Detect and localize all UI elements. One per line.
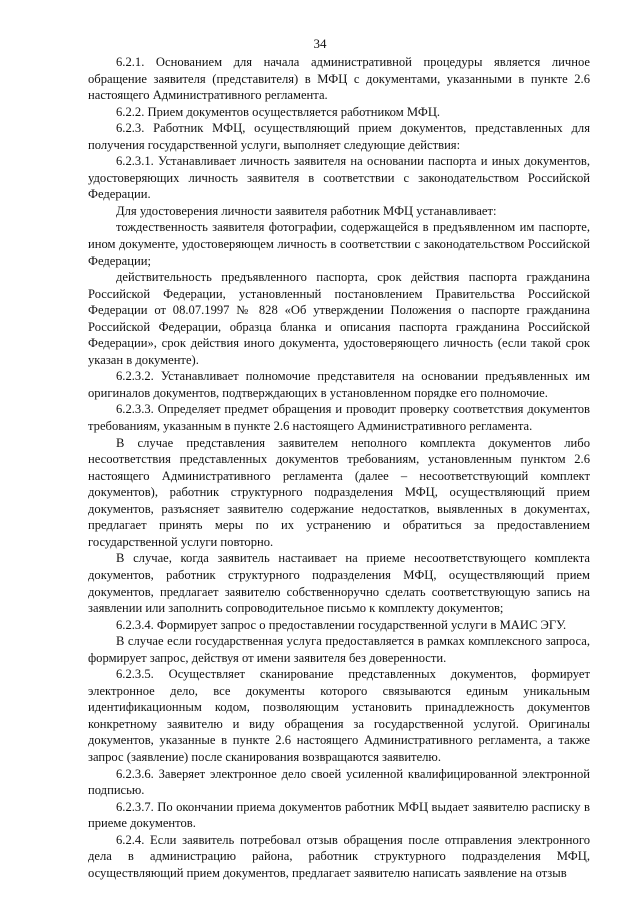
paragraph-6-2-3-2: 6.2.3.2. Устанавливает полномочие представителя на основании предъявленных им оригиналов документов, подтверждающих в установленном порядке его полномочие. [88, 369, 590, 400]
paragraph-applicant-insists: В случае, когда заявитель настаивает на приеме несоответствующего комплекта документов, работник структурного подразделения МФЦ, осуществляющий прием документов, предлагает заявителю собственноручно сделать соответствующую запись на заявлении или заполнить сопроводительное письмо к комплекту документов; [88, 551, 590, 616]
paragraph-passport-validity: действительность предъявленного паспорта, срок действия паспорта гражданина Российской Федерации, установленный постановлением Правительства Российской Федерации от 08.07.1997 № 828 «Об утверждении Положения о паспорте гражданина Российской Федерации, образца бланка и описания паспорта гражданина Российской Федерации», срок действия иного документа, удостоверяющего личность (если такой срок указан в документе). [88, 270, 590, 367]
document-body [88, 54, 590, 881]
paragraph-complex-request: В случае если государственная услуга предоставляется в рамках комплексного запроса, формирует запрос, действуя от имени заявителя без доверенности. [88, 634, 590, 665]
paragraph-6-2-2: 6.2.2. Прием документов осуществляется работником МФЦ. [116, 104, 441, 119]
page-number: 34 [313, 36, 327, 51]
paragraph-6-2-3-4: 6.2.3.4. Формирует запрос о предоставлении государственной услуги в МАИС ЭГУ. [116, 617, 567, 632]
paragraph-incomplete-documents: В случае представления заявителем неполного комплекта документов либо несоответствия представленных документов требованиям, установленным пунктом 2.6 настоящего Административного регламента (далее – несоответствующий комплект документов), работник структурного подразделения МФЦ, осуществляющий прием документов, разъясняет заявителю содержание недостатков, выявленных в документах, предлагает принять меры по их устранению и обратиться за предоставлением государственной услуги повторно. [88, 435, 590, 549]
paragraph-6-2-3-1: 6.2.3.1. Устанавливает личность заявителя на основании паспорта и иных документов, удостоверяющих личность заявителя в соответствии с законодательством Российской Федерации. [88, 154, 590, 202]
paragraph-6-2-3-5: 6.2.3.5. Осуществляет сканирование представленных документов, формирует электронное дело, все документы которого связываются единым уникальным идентификационным кодом, позволяющим установить принадлежность документов конкретному заявителю и виду обращения за государственной услугой. Оригиналы документов, указанные в пункте 2.6 настоящего Административного регламента, а также запрос (заявление) после сканирования возвращаются заявителю. [88, 667, 590, 764]
paragraph-6-2-3-6: 6.2.3.6. Заверяет электронное дело своей усиленной квалифицированной электронной подписью. [88, 766, 590, 798]
paragraph-photo-match: тождественность заявителя фотографии, содержащейся в предъявленном им паспорте, ином документе, удостоверяющем личность в соответствии с законодательством Российской Федерации; [88, 220, 590, 268]
paragraph-6-2-3: 6.2.3. Работник МФЦ, осуществляющий прием документов, представленных для получения государственной услуги, выполняет следующие действия: [88, 121, 590, 152]
paragraph-6-2-4: 6.2.4. Если заявитель потребовал отзыв обращения после отправления электронного дела в администрацию района, работник структурного подразделения МФЦ, осуществляющий прием документов, предлагает заявителю написать заявление на отзыв [88, 832, 590, 880]
paragraph-identity-check-intro: Для удостоверения личности заявителя работник МФЦ устанавливает: [116, 203, 497, 218]
paragraph-6-2-3-3: 6.2.3.3. Определяет предмет обращения и проводит проверку соответствия документов требованиям, указанным в пункте 2.6 настоящего Административного регламента. [88, 402, 590, 434]
paragraph-6-2-1: 6.2.1. Основанием для начала административной процедуры является личное обращение заявителя (представителя) в МФЦ с документами, указанными в пункте 2.6 настоящего Административного регламента. [88, 55, 590, 103]
paragraph-6-2-3-7: 6.2.3.7. По окончании приема документов работник МФЦ выдает заявителю расписку в приеме документов. [88, 799, 590, 831]
